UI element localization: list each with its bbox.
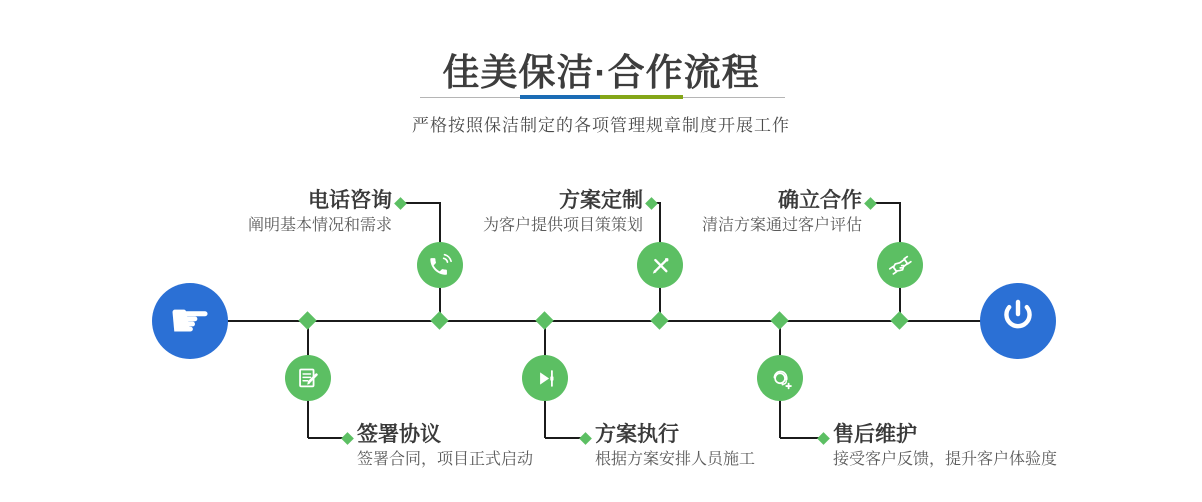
step-title: 方案执行 xyxy=(595,423,679,446)
step-desc: 为客户提供项目策策划 xyxy=(482,217,643,234)
step-label xyxy=(702,190,862,236)
timeline-node-diamond xyxy=(890,311,908,329)
handshake-icon xyxy=(877,242,923,288)
step-title: 售后维护 xyxy=(833,423,917,446)
timeline-node-diamond xyxy=(535,311,553,329)
label-diamond xyxy=(817,432,830,445)
step-desc: 阐明基本情况和需求 xyxy=(247,217,392,234)
timeline-node-diamond xyxy=(298,311,316,329)
step-label xyxy=(357,424,533,470)
step-title: 确立合作 xyxy=(778,189,862,212)
connector-horizontal xyxy=(404,202,441,204)
step-desc: 接受客户反馈，提升客户体验度 xyxy=(833,451,1058,468)
divider-accent-blue xyxy=(520,95,600,99)
power-icon xyxy=(996,297,1040,346)
divider-accent-green xyxy=(600,95,683,99)
contract-pen-icon xyxy=(285,355,331,401)
timeline-node-diamond xyxy=(770,311,788,329)
design-tools-icon xyxy=(637,242,683,288)
customer-service-icon xyxy=(757,355,803,401)
phone-icon xyxy=(417,242,463,288)
label-diamond xyxy=(864,197,877,210)
start-node xyxy=(152,283,228,359)
page-subtitle: 严格按照保洁制定的各项管理规章制度开展工作 xyxy=(412,116,790,135)
step-desc: 签署合同，项目正式启动 xyxy=(357,451,534,468)
label-diamond xyxy=(341,432,354,445)
step-title: 签署协议 xyxy=(357,423,441,446)
label-diamond xyxy=(579,432,592,445)
step-label xyxy=(833,424,1057,470)
step-title: 电话咨询 xyxy=(308,189,392,212)
step-desc: 根据方案安排人员施工 xyxy=(595,451,756,468)
play-settings-icon xyxy=(522,355,568,401)
step-label xyxy=(483,190,643,236)
step-desc: 清洁方案通过客户评估 xyxy=(701,217,862,234)
label-diamond xyxy=(645,197,658,210)
label-diamond xyxy=(394,197,407,210)
step-title: 方案定制 xyxy=(559,189,643,212)
end-node xyxy=(980,283,1056,359)
page-title: 佳美保洁·合作流程 xyxy=(442,52,760,93)
step-label xyxy=(595,424,755,470)
step-label xyxy=(248,190,392,236)
pointing-hand-icon: ☛ xyxy=(168,293,212,349)
timeline-node-diamond xyxy=(650,311,668,329)
timeline-node-diamond xyxy=(430,311,448,329)
